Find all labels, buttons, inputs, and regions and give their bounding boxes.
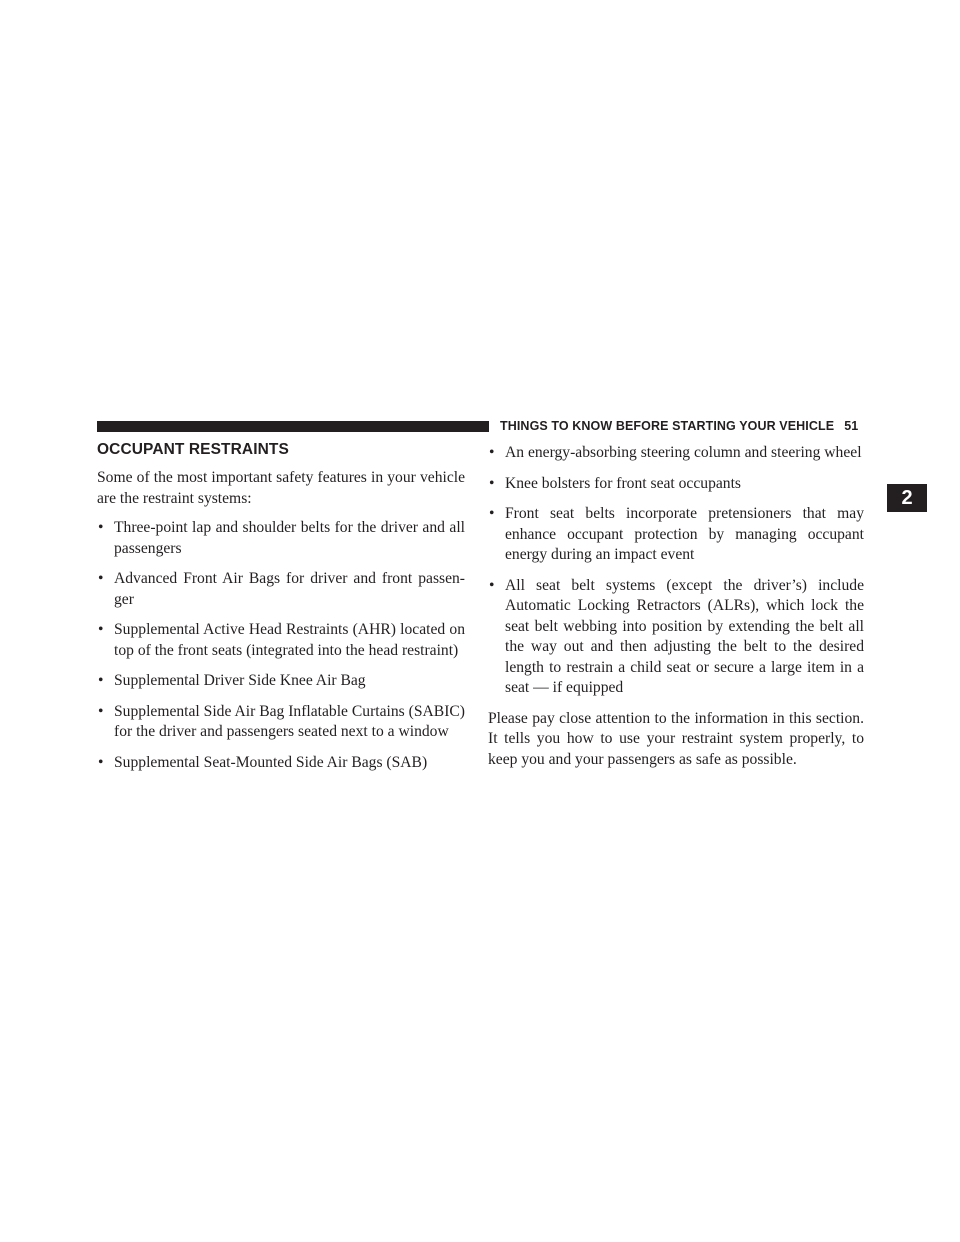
bullet-icon: • [98, 702, 104, 720]
list-item [97, 620, 465, 661]
bullet-icon: • [489, 576, 495, 594]
list-item [488, 576, 864, 699]
bullet-icon: • [98, 621, 104, 638]
list-item-text: Knee bolsters for front seat occupants [505, 474, 741, 492]
bullet-icon: • [489, 474, 495, 492]
list-item-text: Supplemental Side Air Bag Inflatable Curtains (SABIC) for the driver and passengers seated next to a window [114, 702, 465, 740]
bullet-icon: • [98, 672, 104, 689]
list-item-text: An energy-absorbing steering column and steering wheel [505, 444, 862, 461]
list-item [97, 569, 465, 610]
running-header [500, 418, 865, 434]
list-item-text: Advanced Front Air Bags for driver and front passen-ger [114, 570, 465, 608]
header-rule-bar [97, 421, 489, 432]
running-header-title: THINGS TO KNOW BEFORE STARTING YOUR VEHICLE [500, 419, 835, 433]
list-item-text: Supplemental Seat-Mounted Side Air Bags (SAB) [114, 753, 428, 771]
bullet-list-right [488, 443, 864, 699]
list-item-text: All seat belt systems (except the driver’s) include Automatic Locking Retractors (ALRs), which lock the seat belt webbing into position by extending the belt all the way out and then adjusting the belt to the desired length to restrain a child seat or secure a large item in a seat — if equipped [505, 576, 864, 696]
right-column [488, 443, 864, 770]
closing-paragraph: Please pay close attention to the information in this section. It tells you how to use your restraint system properly, to keep you and your passengers as safe as possible. [488, 709, 864, 768]
section-heading: OCCUPANT RESTRAINTS [97, 441, 289, 458]
list-item [97, 671, 465, 692]
bullet-icon: • [489, 444, 495, 461]
list-item [488, 504, 864, 566]
list-item [97, 753, 465, 774]
left-column [97, 440, 465, 783]
intro-paragraph: Some of the most important safety features in your vehicle are the restraint systems: [97, 469, 465, 507]
page-number: 51 [844, 419, 859, 433]
bullet-list-left [97, 518, 465, 773]
bullet-icon: • [489, 505, 495, 522]
list-item-text: Front seat belts incorporate pretensioners that may enhance occupant protection by managing occupant energy during an impact event [505, 505, 864, 563]
bullet-icon: • [98, 753, 104, 771]
list-item-text: Supplemental Driver Side Knee Air Bag [114, 672, 366, 689]
bullet-icon: • [98, 519, 104, 536]
list-item-text: Supplemental Active Head Restraints (AHR) located on top of the front seats (integrated into the head restraint) [114, 621, 465, 659]
list-item [97, 518, 465, 559]
list-item [97, 702, 465, 743]
chapter-tab[interactable]: 2 [887, 484, 927, 512]
bullet-icon: • [98, 570, 104, 587]
list-item [488, 443, 864, 464]
list-item-text: Three-point lap and shoulder belts for the driver and all passengers [114, 519, 465, 557]
list-item [488, 474, 864, 495]
